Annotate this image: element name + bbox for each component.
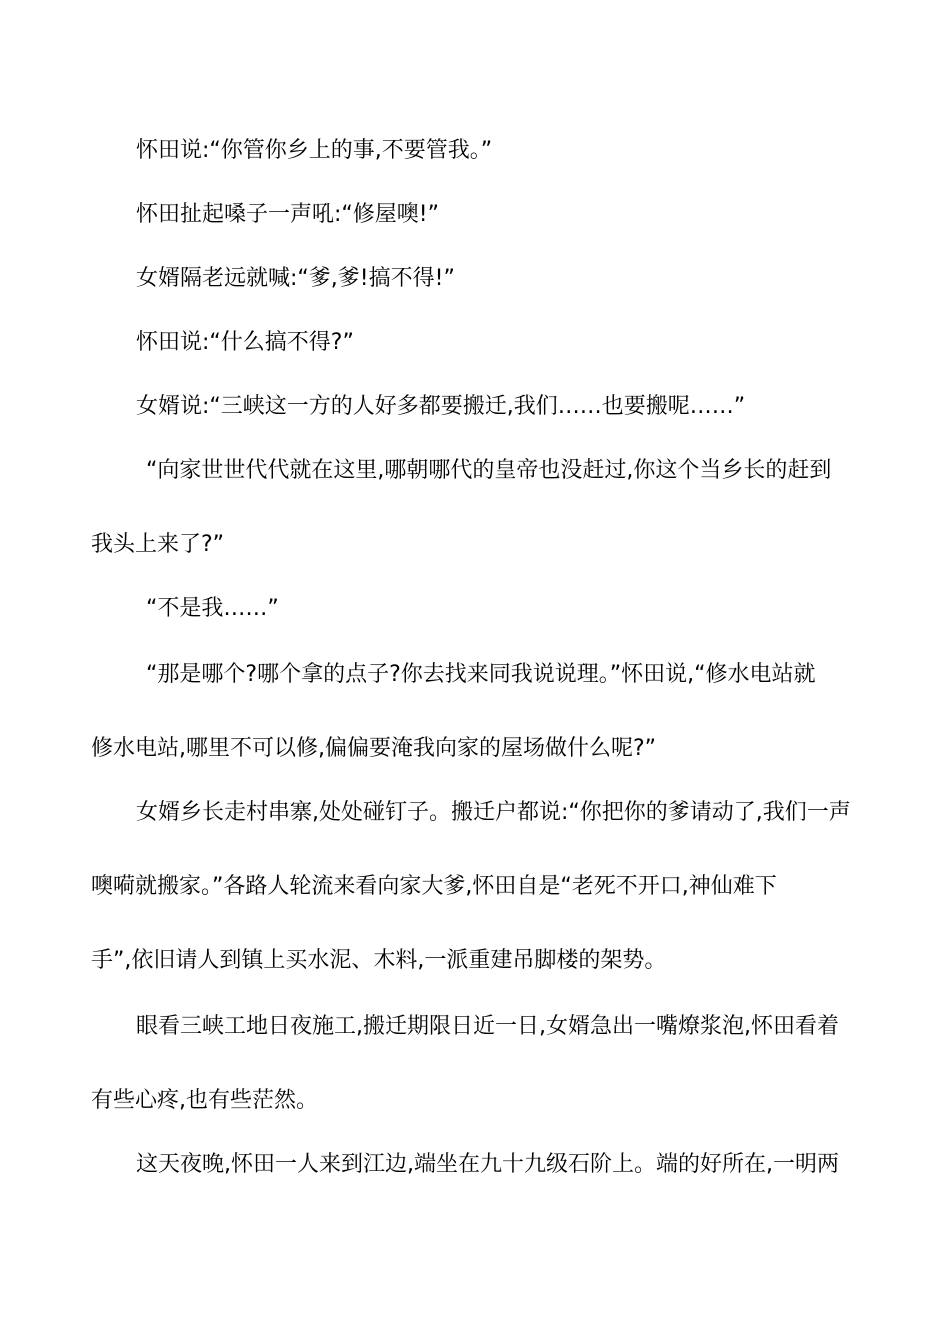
text-line: 噢嗬就搬家。”各路人轮流来看向家大爹,怀田自是“老死不开口,神仙难下 <box>91 874 777 899</box>
text-line: 怀田扯起嗓子一声吼:“修屋噢!” <box>136 202 440 227</box>
text-line: 怀田说:“什么搞不得?” <box>136 330 354 355</box>
text-line: “那是哪个?哪个拿的点子?你去找来同我说说理。”怀田说,“修水电站就 <box>146 662 816 687</box>
text-line: 眼看三峡工地日夜施工,搬迁期限日近一日,女婿急出一嘴燎浆泡,怀田看着 <box>136 1014 839 1039</box>
text-line: 女婿隔老远就喊:“爹,爹!搞不得!” <box>136 266 455 291</box>
text-line: 怀田说:“你管你乡上的事,不要管我。” <box>136 138 493 163</box>
text-line: 手”,依旧请人到镇上买水泥、木料,一派重建吊脚楼的架势。 <box>91 948 667 973</box>
text-line: “不是我……” <box>146 596 279 621</box>
text-line: 有些心疼,也有些茫然。 <box>91 1088 318 1113</box>
text-line: 这天夜晚,怀田一人来到江边,端坐在九十九级石阶上。端的好所在,一明两 <box>136 1152 839 1177</box>
text-line: 我头上来了?” <box>91 532 225 557</box>
text-line: “向家世世代代就在这里,哪朝哪代的皇帝也没赶过,你这个当乡长的赶到 <box>146 458 832 483</box>
text-line: 女婿乡长走村串寨,处处碰钉子。搬迁户都说:“你把你的爹请动了,我们一声 <box>136 800 851 825</box>
text-line: 女婿说:“三峡这一方的人好多都要搬迁,我们……也要搬呢……” <box>136 394 746 419</box>
text-line: 修水电站,哪里不可以修,偏偏要淹我向家的屋场做什么呢?” <box>91 736 657 761</box>
